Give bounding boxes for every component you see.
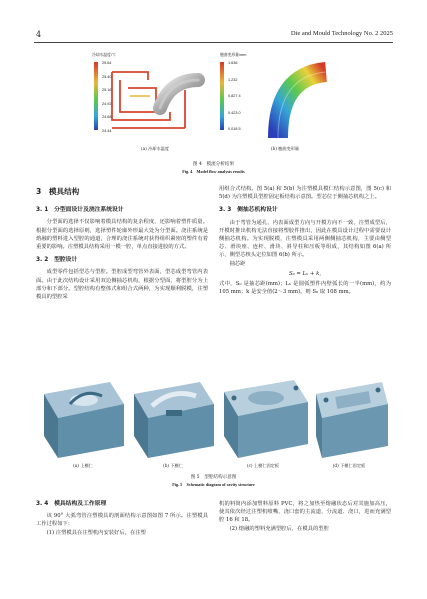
right-column	[219, 185, 391, 296]
fig5-caption-en: Fig. 5 Schematic diagram of cavity structure	[172, 482, 255, 487]
fig5a-caption: (a) 上模仁	[73, 463, 93, 468]
fig4a-tick: 24.44	[102, 128, 112, 133]
step-1-text: (1) 注塑模具在注塑机内安装好后，在注塑	[46, 529, 146, 536]
bottom-right-column	[219, 500, 391, 533]
fig4a-ticks	[102, 61, 122, 142]
fig5a-mold	[44, 382, 124, 458]
fig4a-tick: 25.40	[102, 74, 112, 79]
left-column	[36, 185, 208, 301]
fig4b-caption: (b) 翘曲变形量	[270, 146, 300, 151]
pull-distance-label: 抽芯距	[229, 260, 246, 267]
section-3-4-heading: 3. 4 模具结构及工作原理	[36, 501, 107, 507]
fig5d-mold	[316, 382, 388, 458]
fig4a-legend-title: 冷却水温度/℃	[92, 53, 116, 57]
journal-title: Die and Mould Technology No. 2 2025	[290, 30, 393, 37]
page-number: 4	[36, 30, 42, 39]
fig4-caption-cn: 图 4 模流分析结果	[192, 162, 235, 167]
fig4a-tick: 24.92	[102, 101, 112, 106]
fig5-image	[38, 374, 390, 462]
fig4b-tick: 0.018 5	[228, 127, 241, 131]
section-3-3-text: 由于弯管为通孔，内表面成型方向与开模方向不一致，注塑成型后，开模时推出机构无法直接将塑胶件推出，因此在模具设计过程中需要设计侧抽芯机构。为实现脱模，注塑模具采用两侧侧抽芯机构，主要由侧型芯、滑块座、连杆、滑块、斜导柱和压板等组成，其结构如图 6(a) 所示，侧型芯核头定位如图 6(b) 所示。	[219, 219, 391, 259]
step-2-text: (2) 熔融的塑料充满型腔后，在模具的型腔	[229, 525, 329, 532]
section-3-2-heading: 3. 2 型腔设计	[36, 257, 78, 264]
fig4a-tick: 24.68	[102, 115, 112, 119]
fig4-caption-en: Fig. 4 Model flow analysis results	[182, 169, 245, 174]
section-3-4-text: 该 90° 大弧弯管注塑模具的剖面结构示意图如图 7 所示。注塑模具工作过程如下：	[36, 513, 208, 528]
fig4b-legend-title: 翘曲变形量/mm	[220, 53, 247, 57]
fig4b-tick: 1.636	[228, 61, 238, 65]
section-3-1-heading: 3. 1 分型面设计及浇注系统设计	[36, 207, 124, 214]
fig5d-caption: (d) 下模仁固定板	[332, 463, 366, 468]
fig4b-ticks	[228, 61, 252, 144]
fig5-caption-cn: 图 5 型腔结构示意图	[190, 475, 237, 480]
pull-distance-formula: S₀ = Lₕ + k,	[288, 270, 322, 277]
section-3-1-text: 分型面的选择不仅影响着模具结构的复杂程度，还影响着塑件质量。根据分型面的选择原则，选择塑件轮廓外形最大处为分型面。浇注系统是熔融的塑料进入型腔的通道，合理的浇注系统对获得组织紧密的塑件有着重要的影响。注塑模具结构采用一模一腔，单点直接进胶的方式。	[36, 219, 208, 251]
fig4b-tick: 0.827 4	[228, 94, 241, 98]
step-1-continued: 机的料筒内添加塑料原料 PVC，将之加热至熔融状态后对其施加高压，使其依次经过注塑机喷嘴、浇口套的主流道、分流道、浇口，进而充满型腔 16 和 18。	[219, 501, 391, 524]
fig5b-caption: (b) 下模仁	[163, 463, 183, 468]
fig5c-mold	[224, 380, 308, 458]
header-divider	[34, 42, 393, 43]
fig4a-tick: 25.64	[102, 61, 112, 65]
fig4a-tick: 25.16	[102, 88, 112, 92]
bottom-left-column	[36, 500, 208, 537]
figure-5	[38, 374, 390, 474]
formula-explanation: 式中，S₀ 是抽芯距(mm)；Lₕ 是圆弧塑件内壁弧长的一半(mm)，约为 105 mm；k 是安全值(2～3 mm)。则 S₀ 取 108 mm。	[219, 281, 391, 296]
section-3-2-text: 成型零件包括型芯与型腔。型腔成型弯管外表面，型芯成型弯管内表面。由于此次结构设计采用双边侧抽芯机构，根据分型面，将型腔分为上部分和下部分。型腔结构有整体式和组合式两种，为实现顺利脱模，注塑模具的型腔采	[36, 269, 208, 301]
fig5b-mold	[134, 382, 214, 458]
section-3-3-heading: 3. 3 侧抽芯机构设计	[219, 207, 278, 214]
fig5c-caption: (c) 上模仁固定板	[246, 463, 280, 468]
fig4a-caption: (a) 冷却水温度	[140, 146, 170, 151]
section-3-heading: 3 模具结构	[36, 187, 80, 196]
fig4b-tick: 0.423 0	[228, 110, 241, 115]
right-col-paragraph-1: 用组合式结构。图 5(a) 和 5(b) 为注塑模具模仁结构示意图，图 5(c) 和 5(d) 为注塑模具型腔固定板结构示意图。型芯位于侧抽芯机构之上。	[219, 186, 391, 201]
figure-4	[90, 50, 330, 160]
fig4b-tick: 1.232	[228, 77, 238, 82]
